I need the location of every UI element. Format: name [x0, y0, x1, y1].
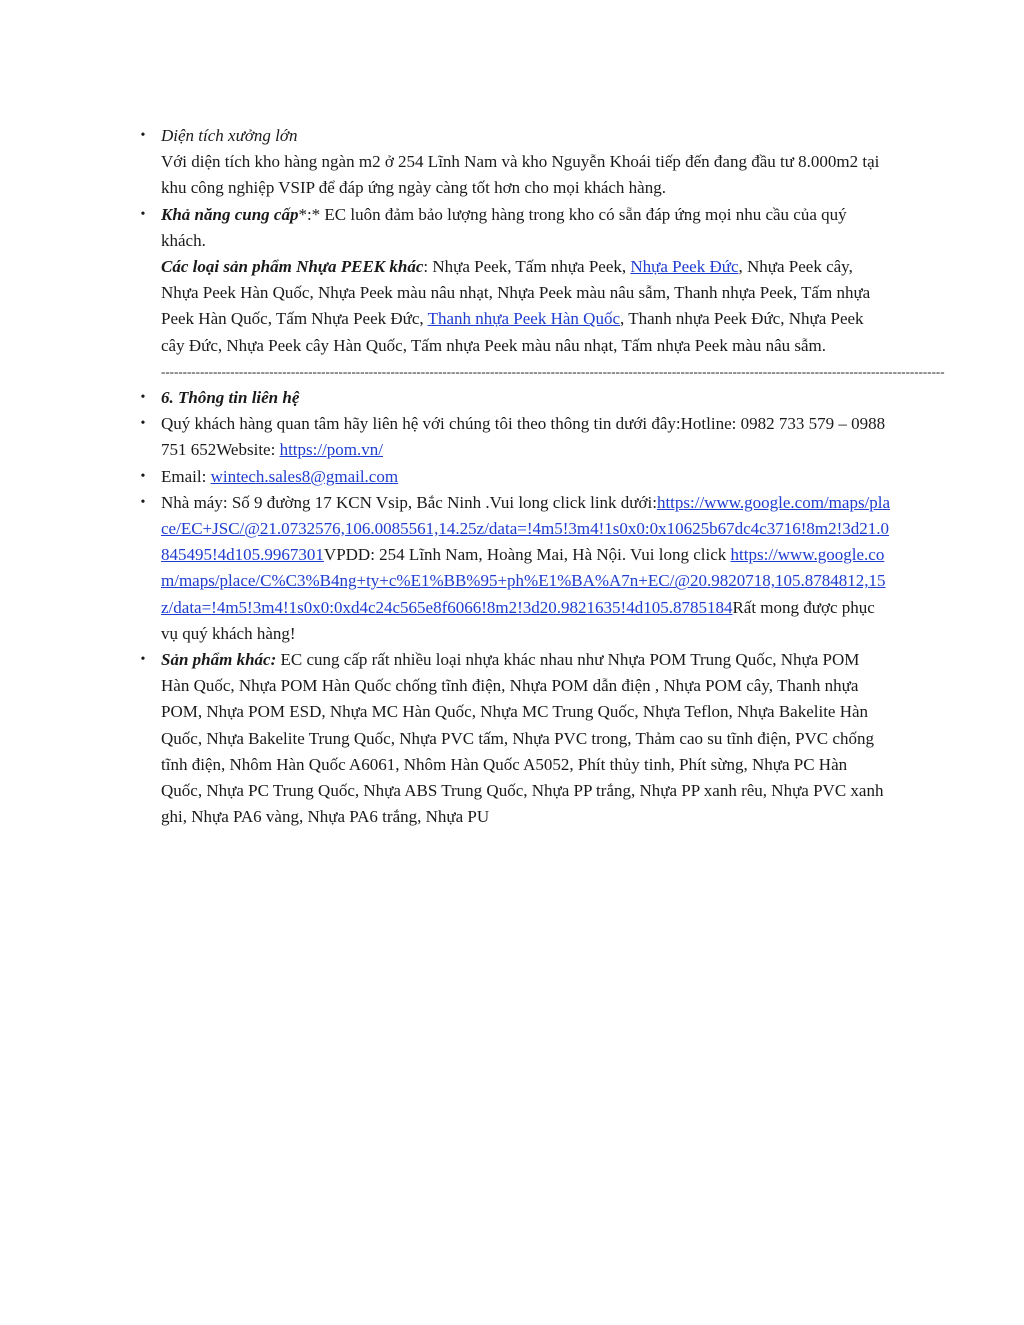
office-text: VPDD: 254 Lĩnh Nam, Hoàng Mai, Hà Nội. Vui long click — [323, 545, 731, 565]
bullet-icon: • — [140, 206, 146, 222]
list-item-supply — [140, 202, 945, 385]
factory-map-link[interactable]: https://www.google.com/maps/place/EC+JSC/@21.0732576,106.0085561,14.25z/data=!4m5!3m4!1s0x0:0x10625b67dc4c3716!8m2!3d21.0845495!4d105.9967301 — [161, 492, 891, 565]
bullet-icon: • — [140, 128, 146, 143]
peek-text-2: , Nhựa Peek cây, Nhựa Peek Hàn Quốc, Nhựa Peek màu nâu nhạt, Nhựa Peek màu nâu sẫm, Thanh nhựa Peek, Tấm nhựa Peek Hàn Quốc, Tấm Nhựa Peek Đức, — [161, 257, 871, 329]
supply-body: *:* EC luôn đảm bảo lượng hàng trong kho có sẵn đáp ứng mọi nhu cầu của quý khách. — [161, 204, 847, 250]
peek-korea-rod-link[interactable]: Thanh nhựa Peek Hàn Quốc — [427, 309, 620, 329]
separator-line: ------------------------------------------------------------------------------------------------------------------------------------------------------------------------------------- — [161, 363, 945, 379]
workshop-heading: Diện tích xưởng lớn — [161, 126, 298, 145]
factory-text: Nhà máy: Số 9 đường 17 KCN Vsip, Bắc Ninh .Vui long click link dưới: — [161, 492, 657, 512]
list-item-other-products — [140, 647, 891, 830]
peek-paragraph — [161, 254, 891, 359]
bullet-icon: • — [140, 468, 146, 484]
peek-germany-link[interactable]: Nhựa Peek Đức — [630, 257, 739, 277]
closing-text: Rất mong được phục vụ quý khách hàng! — [161, 597, 875, 643]
workshop-body: Với diện tích kho hàng ngàn m2 ở 254 Lĩnh Nam và kho Nguyễn Khoái tiếp đến đang đầu tư 8.000m2 tại khu công nghiệp VSIP để đáp ứng ngày càng tốt hơn cho mọi khách hàng. — [161, 152, 880, 198]
contact-heading: 6. Thông tin liên hệ — [161, 388, 300, 408]
peek-text-1: : Nhựa Peek, Tấm nhựa Peek, — [423, 257, 631, 277]
other-products-heading: Sản phẩm khác: — [161, 650, 277, 670]
list-item-factory — [140, 490, 891, 647]
peek-heading: Các loại sản phẩm Nhựa PEEK khác — [161, 257, 424, 277]
website-link[interactable]: https://pom.vn/ — [279, 440, 383, 460]
bullet-icon: • — [140, 390, 146, 406]
list-item-contact-heading — [140, 385, 891, 411]
office-map-link[interactable]: https://www.google.com/maps/place/C%C3%B4ng+ty+c%E1%BB%95+ph%E1%BA%A7n+EC/@20.9820718,105.8784812,15z/data=!4m5!3m4!1s0x0:0xd4c24c565e8f6066!8m2!3d20.9821635!4d105.8785184 — [161, 545, 886, 617]
list-item-workshop — [140, 123, 891, 202]
peek-text-3: , Thanh nhựa Peek Đức, Nhựa Peek cây Đức, Nhựa Peek cây Hàn Quốc, Tấm nhựa Peek màu nâu nhạt, Tấm nhựa Peek màu nâu sẫm. — [161, 309, 864, 355]
bullet-icon: • — [140, 494, 146, 510]
hotline-text: Quý khách hàng quan tâm hãy liên hệ với chúng tôi theo thông tin dưới đây:Hotline: 0982 733 579 – 0988 751 652Website: — [161, 414, 886, 460]
list-item-hotline — [140, 411, 891, 463]
email-label: Email: — [161, 466, 211, 486]
bullet-icon: • — [140, 416, 146, 432]
email-link[interactable]: wintech.sales8@gmail.com — [210, 466, 399, 486]
supply-paragraph — [161, 205, 847, 250]
supply-heading: Khả năng cung cấp — [161, 204, 299, 224]
bullet-icon: • — [140, 652, 146, 668]
other-products-body: EC cung cấp rất nhiều loại nhựa khác nhau như Nhựa POM Trung Quốc, Nhựa POM Hàn Quốc, Nhựa POM Hàn Quốc chống tĩnh điện, Nhựa POM dẫn điện , Nhựa POM cây, Thanh nhựa POM, Nhựa POM ESD, Nhựa MC Hàn Quốc, Nhựa MC Trung Quốc, Nhựa Teflon, Nhựa Bakelite Hàn Quốc, Nhựa Bakelite Trung Quốc, Nhựa PVC tấm, Nhựa PVC trong, Thảm cao su tĩnh điện, PVC chống tĩnh điện, Nhôm Hàn Quốc A6061, Nhôm Hàn Quốc A5052, Phít thủy tinh, Phít sừng, Nhựa PC Hàn Quốc, Nhựa PC Trung Quốc, Nhựa ABS Trung Quốc, Nhựa PP trắng, Nhựa PP xanh rêu, Nhựa PVC xanh ghi, Nhựa PA6 vàng, Nhựa PA6 trắng, Nhựa PU — [161, 650, 884, 827]
content-list — [140, 123, 945, 830]
list-item-email — [140, 464, 891, 490]
